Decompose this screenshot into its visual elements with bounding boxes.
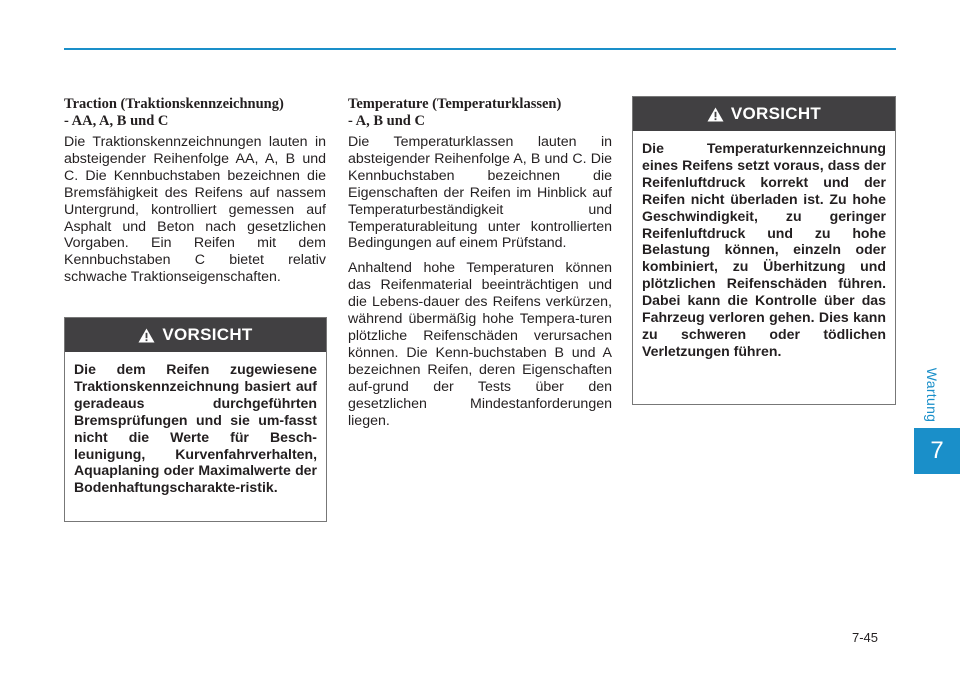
caution-box-traction: [64, 317, 327, 522]
traction-heading-line1: Traction (Traktionskennzeichnung): [64, 96, 284, 112]
caution-header-traction: [65, 318, 326, 352]
caution-text-temperature: Die Temperaturkennzeichnung eines Reifens setzt voraus, dass der Reifenluftdruck korrekt und der Reifen nicht überladen ist. Zu hohe Geschwindigkeit, zu geringer Reifenluftdruck und zu hohe Belastung können, einzeln oder kombiniert, zu Überhitzung und plötzlichen Reifenschäden führen. Dabei kann die Kontrolle über das Fahrzeug verloren gehen. Dies kann zu schweren oder tödlichen Verletzungen führen.: [642, 140, 886, 359]
temperature-paragraph-2: Anhaltend hohe Temperaturen können das Reifenmaterial beeinträchtigen und die Lebens-dauer des Reifens verkürzen, während übermäßig hohe Tempera-turen plötzliche Reifenschäden verursachen können. Die Kenn-buchstaben B und A bezeichnen Reifen, deren Eigenschaften auf-grund der Tests über den gesetzlichen Mindestanforderungen liegen.: [348, 260, 612, 429]
temperature-section: [348, 96, 612, 429]
temperature-paragraph-1: Die Temperaturklassen lauten in absteigender Reihenfolge A, B und C. Die Kennbuchstaben bezeichnen die Eigenschaften der Reifen im Hinblick auf Temperaturbeständigkeit und Temperaturableitung unter kontrollierten Bedingungen auf einem Prüfstand.: [348, 134, 612, 252]
temperature-heading: [348, 96, 612, 130]
caution-box-temperature: [632, 96, 896, 405]
caution-text-traction: Die dem Reifen zugewiesene Traktionskennzeichnung basiert auf geradeaus durchgeführten Bremsprüfungen und sie um-fasst nicht die Werte für Besch-leunigung, Kurvenfahrverhalten, Aquaplaning oder Maximalwerte der Bodenhaftungscharakte-ristik.: [74, 361, 317, 496]
caution-header-temperature: [633, 97, 895, 131]
caution-title-traction: VORSICHT: [162, 325, 253, 344]
chapter-number-tab: 7: [914, 428, 960, 474]
chapter-side-label-text: Wartung: [924, 367, 940, 423]
chapter-side-label: [917, 360, 947, 430]
traction-section: [64, 96, 326, 286]
caution-title-temperature: VORSICHT: [730, 104, 822, 123]
page-number: 7-45: [852, 630, 879, 645]
traction-heading: [64, 96, 326, 130]
warning-triangle-icon: [138, 328, 155, 343]
traction-heading-line2: - AA, A, B und C: [64, 113, 169, 129]
traction-paragraph: Die Traktionskennzeichnungen lauten in absteigender Reihenfolge AA, A, B und C. Die Kennbuchstaben bezeichnen die Bremsfähigkeit des Reifens auf nassem Untergrund, kontrolliert gemessen auf Asphalt und Beton nach gesetzlichen Vorgaben. Ein Reifen mit dem Kennbuchstaben C bietet relativ schwache Traktionseigenschaften.: [64, 134, 326, 286]
temperature-heading-line2: - A, B und C: [348, 113, 425, 129]
temperature-heading-line1: Temperature (Temperaturklassen): [348, 96, 562, 112]
header-rule: [64, 48, 896, 50]
warning-triangle-icon: [707, 107, 724, 122]
